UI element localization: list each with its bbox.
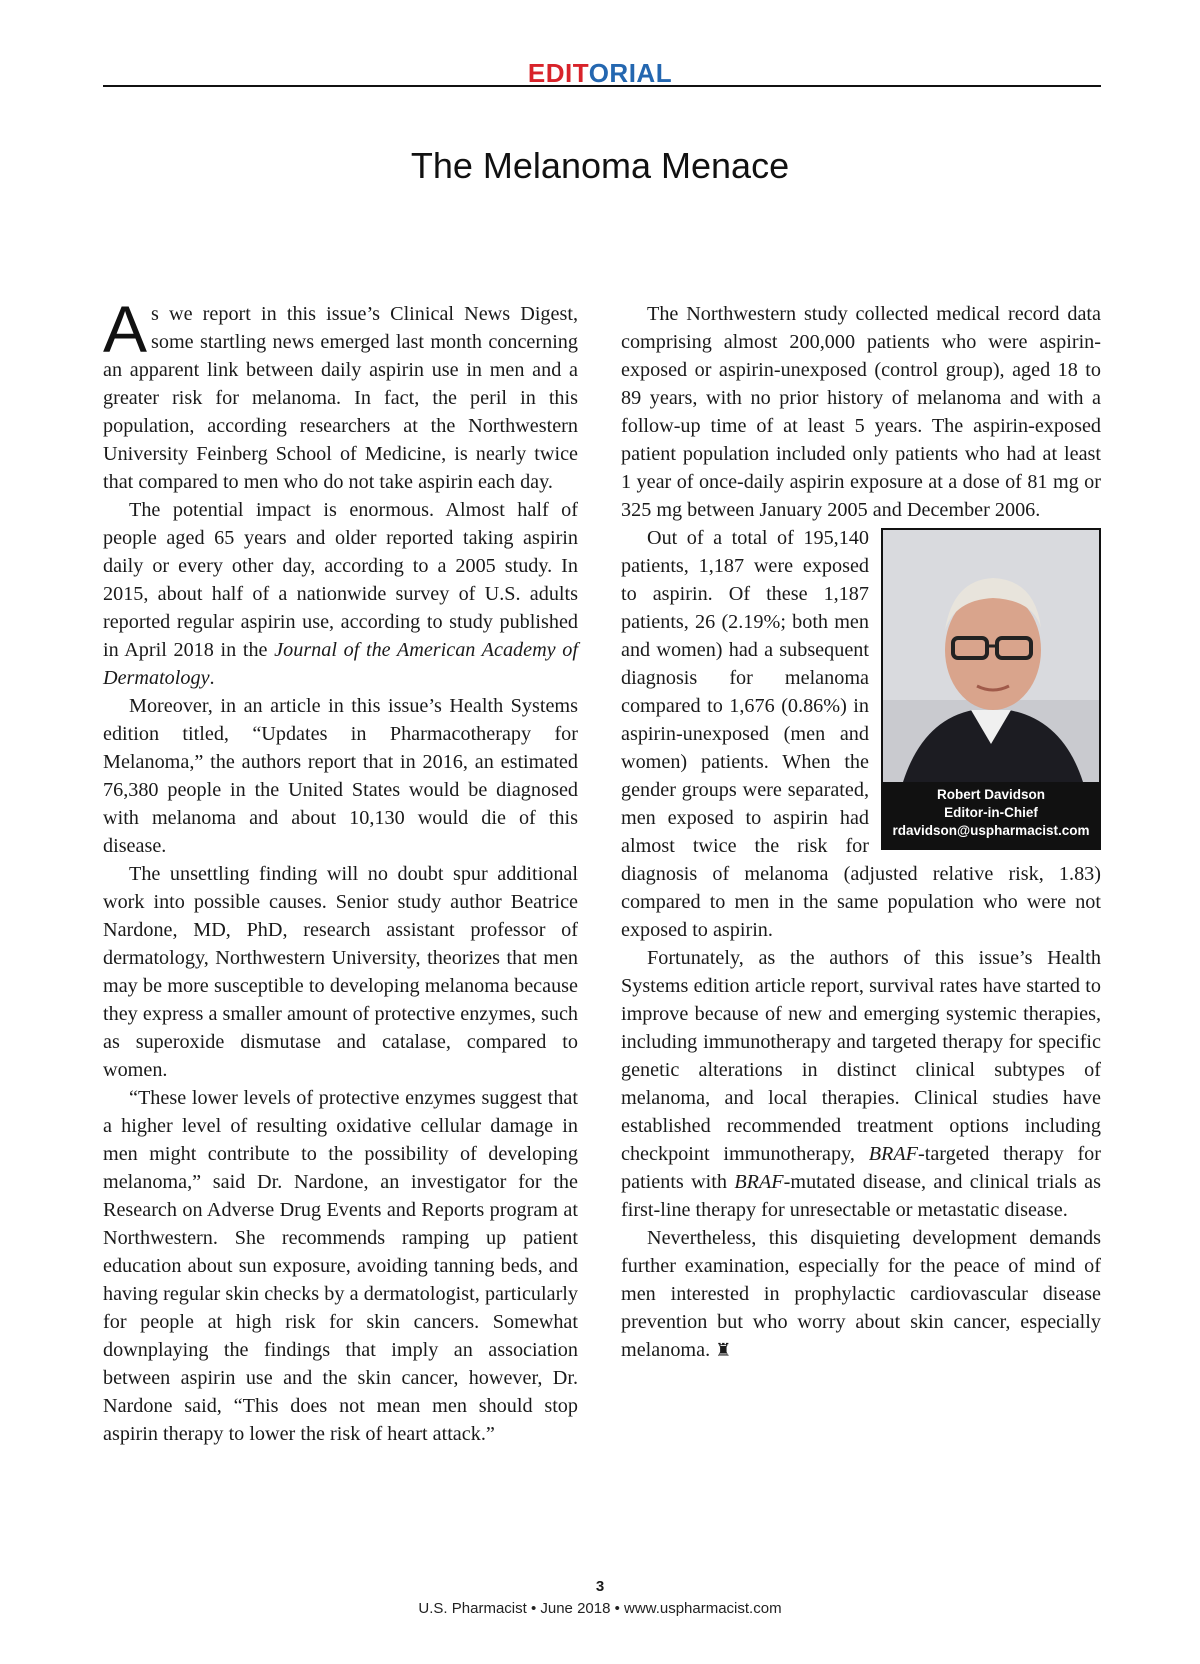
paragraph <box>621 1224 1101 1364</box>
article-title: The Melanoma Menace <box>410 145 790 186</box>
paragraph-text: Nevertheless, this disquieting development demands further examination, especially for the peace of mind of men interested in prophylactic cardiovascular disease prevention but who worry about skin cancer, especially melanoma. <box>621 1227 1101 1361</box>
paragraph-text: s we report in this issue’s Clinical News Digest, some startling news emerged last month concerning an apparent link between daily aspirin use in men and a greater risk for melanoma. In fact, the peril in this population, according researchers at the Northwestern University Feinberg School of Medicine, is nearly twice that compared to men who do not take aspirin each day. <box>103 303 578 493</box>
paragraph-text: . <box>209 667 215 689</box>
author-caption <box>883 786 1099 840</box>
author-role: Editor-in-Chief <box>944 805 1038 820</box>
paragraph <box>103 496 578 692</box>
gene-name: BRAF <box>734 1171 784 1193</box>
author-name: Robert Davidson <box>936 787 1045 802</box>
page-number: 3 <box>595 1578 605 1595</box>
section-label-part2: ORIAL <box>588 58 673 88</box>
left-column <box>103 292 578 1448</box>
paragraph-text: -mutated disease, and clinical trials as first-line therapy for unresectable or metastatic disease. <box>621 1171 1102 1221</box>
author-email: rdavidson@uspharmacist.com <box>892 823 1090 838</box>
paragraph <box>621 944 1101 1224</box>
drop-cap: A <box>103 292 148 366</box>
paragraph: Moreover, in an article in this issue’s Health Systems edition titled, “Updates in Pharmacotherapy for Melanoma,” the authors report that in 2016, an estimated 76,380 people in the United States would be diagnosed with melanoma and about 10,130 would die of this disease. <box>103 695 578 857</box>
gene-name: BRAF <box>868 1143 919 1165</box>
footer-line: U.S. Pharmacist • June 2018 • www.uspharmacist.com <box>418 1600 782 1617</box>
section-label-part1: EDIT <box>527 58 589 88</box>
right-column <box>621 300 1101 1364</box>
author-photo-box <box>881 528 1101 850</box>
paragraph: The Northwestern study collected medical record data comprising almost 200,000 patients who were aspirin-exposed or aspirin-unexposed (control group), aged 18 to 89 years, with no prior history of melanoma and with a follow-up time of at least 5 years. The aspirin-exposed patient population included only patients who had at least 1 year of once-daily aspirin exposure at a dose of 81 mg or 325 mg between January 2005 and December 2006. <box>621 303 1101 521</box>
paragraph: The unsettling finding will no doubt spur additional work into possible causes. Senior study author Beatrice Nardone, MD, PhD, research assistant professor of dermatology, Northwestern University, theorizes that men may be more susceptible to developing melanoma because they express a smaller amount of protective enzymes, such as superoxide dismutase and catalase, compared to women. <box>103 863 578 1081</box>
journal-name: Journal of the American Academy of Dermatology <box>103 639 578 689</box>
author-photo <box>883 530 1099 782</box>
paragraph-text: The potential impact is enormous. Almost half of people aged 65 years and older reported taking aspirin daily or every other day, according to a 2005 study. In 2015, about half of a nationwide survey of U.S. adults reported regular aspirin use, according to study published in April 2018 in the <box>103 499 578 661</box>
paragraph: “These lower levels of protective enzymes suggest that a higher level of resulting oxidative cellular damage in men might contribute to the possibility of developing melanoma,” said Dr. Nardone, an investigator for the Research on Adverse Drug Events and Reports program at Northwestern. She recommends ramping up patient education about sun exposure, avoiding tanning beds, and having regular skin checks by a dermatologist, particularly for people at high risk for skin cancers. Somewhat downplaying the findings that imply an association between aspirin use and the skin cancer, however, Dr. Nardone said, “This does not mean men should stop aspirin therapy to lower the risk of heart attack.” <box>103 1087 578 1445</box>
paragraph-text: -targeted therapy for patients with <box>621 1143 1101 1193</box>
end-mark-icon: ♜ <box>715 1340 732 1360</box>
paragraph: Out of a total of 195,140 patients, 1,187 were exposed to aspirin. Of these 1,187 patients, 26 (2.19%; both men and women) had a subsequent diagnosis for melanoma compared to 1,676 (0.86%) in aspirin-unexposed (men and women) patients. When the gender groups were separated, men exposed to aspirin had almost twice the risk for diagnosis of melanoma (adjusted relative risk, 1.83) compared to men in the same population who were not exposed to aspirin. <box>621 527 1101 941</box>
paragraph-text: Fortunately, as the authors of this issue’s Health Systems edition article report, survival rates have started to improve because of new and emerging systemic therapies, including immunotherapy and targeted therapy for specific genetic alterations in distinct clinical subtypes of melanoma, and local therapies. Clinical studies have established recommended treatment options including checkpoint immunotherapy, <box>621 947 1101 1165</box>
section-label <box>0 60 1200 86</box>
paragraph <box>103 292 578 496</box>
